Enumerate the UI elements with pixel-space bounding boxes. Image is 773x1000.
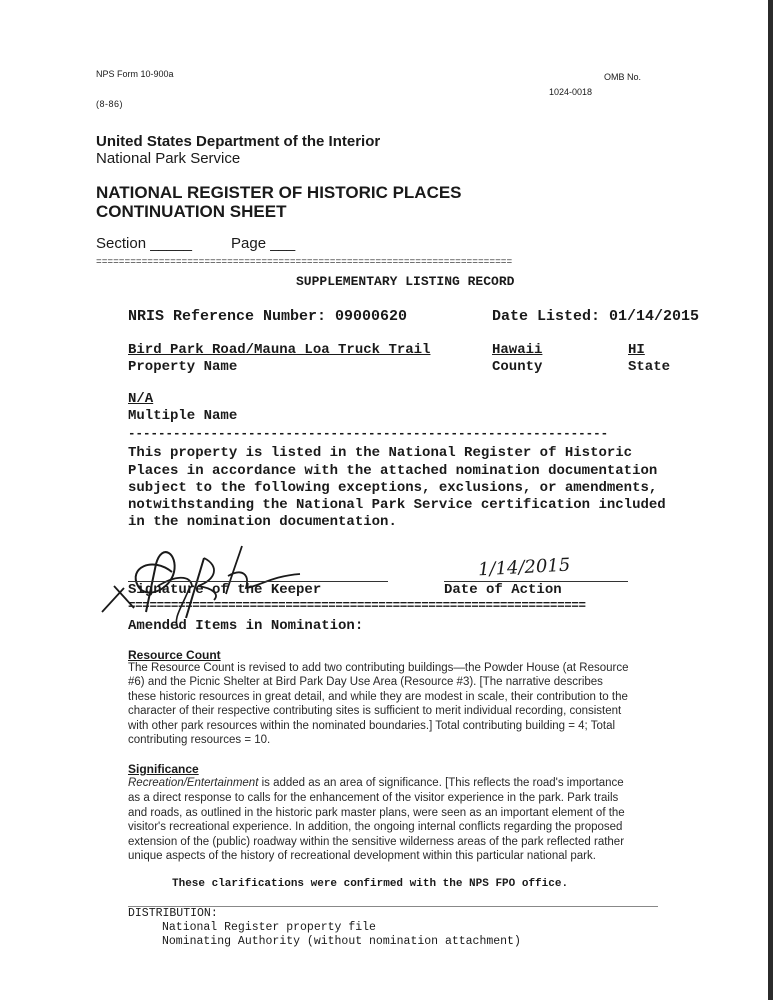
- omb-label: OMB No.: [604, 72, 642, 82]
- statement-line: This property is listed in the National Register of Historic: [128, 445, 633, 461]
- resource-count-line: #6) and the Picnic Shelter at Bird Park Day Use Area (Resource #3). [The narrative describes: [128, 676, 603, 688]
- county-label: County: [492, 359, 543, 375]
- form-revision: (8-86): [96, 99, 124, 109]
- resource-count-line: with other park resources within the nominated boundaries.] Total contributing building = 4; Total: [128, 720, 616, 732]
- section-field: Section _____: [96, 235, 192, 252]
- distribution-label: DISTRIBUTION:: [128, 907, 218, 920]
- resource-count-line: character of their respective contributing sites is sufficient to merit individual recording, consistent: [128, 705, 622, 717]
- distribution-item: National Register property file: [162, 921, 376, 934]
- county-value: Hawaii: [492, 342, 543, 358]
- resource-count-heading: Resource Count: [128, 648, 221, 662]
- resource-count-line: contributing resources = 10.: [128, 734, 271, 746]
- statement-line: Places in accordance with the attached nomination documentation: [128, 463, 658, 479]
- action-label: Date of Action: [444, 582, 562, 598]
- significance-line: [128, 776, 624, 791]
- statement-line: subject to the following exceptions, exclusions, or amendments,: [128, 480, 658, 496]
- date-listed: Date Listed: 01/14/2015: [492, 308, 700, 325]
- significance-heading: Significance: [128, 762, 199, 776]
- statement-line: in the nomination documentation.: [128, 514, 397, 530]
- area-of-significance: Recreation/Entertainment: [128, 777, 259, 789]
- state-label: State: [628, 359, 671, 375]
- significance-text: is added as an area of significance. [This reflects the road's importance: [258, 777, 624, 789]
- scan-edge: [768, 0, 773, 1000]
- page-field: Page ___: [231, 235, 296, 252]
- property-name-label: Property Name: [128, 359, 238, 375]
- significance-line: as a direct response to calls for the enhancement of the visitor experience in the park. Park trails: [128, 792, 619, 804]
- amended-rule: ================================================================: [128, 599, 586, 613]
- department-name: United States Department of the Interior: [96, 133, 381, 150]
- clarification-note: These clarifications were confirmed with the NPS FPO office.: [172, 878, 569, 890]
- property-name-value: Bird Park Road/Mauna Loa Truck Trail: [128, 342, 431, 358]
- keeper-label: Signature of the Keeper: [128, 582, 322, 598]
- page-subtitle: CONTINUATION SHEET: [96, 202, 287, 221]
- resource-count-line: these historic resources in great detail, and while they are modest in scale, their contribution to the: [128, 691, 628, 703]
- distribution-item: Nominating Authority (without nomination attachment): [162, 935, 521, 948]
- significance-line: and roads, as outlined in the historic park master plans, were seen as an important element of the: [128, 807, 625, 819]
- record-title: SUPPLEMENTARY LISTING RECORD: [296, 274, 515, 289]
- amended-label: Amended Items in Nomination:: [128, 618, 364, 634]
- service-name: National Park Service: [96, 150, 241, 167]
- omb-number: 1024-0018: [549, 87, 593, 97]
- page-title: NATIONAL REGISTER OF HISTORIC PLACES: [96, 183, 462, 202]
- form-number: NPS Form 10-900a: [96, 69, 174, 79]
- significance-line: visitor's recreational experience. In addition, the ongoing internal conflicts regarding the proposed: [128, 821, 623, 833]
- nris-reference: NRIS Reference Number: 09000620: [128, 308, 408, 325]
- multiple-name-label: Multiple Name: [128, 408, 238, 424]
- multiple-name-value: N/A: [128, 391, 154, 407]
- resource-count-line: The Resource Count is revised to add two contributing buildings—the Powder House (at Resource: [128, 662, 629, 674]
- dash-rule: ----------------------------------------------------------------: [128, 427, 609, 441]
- significance-line: extension of the (public) roadway within the sensitive wilderness areas of the park reflected rather: [128, 836, 625, 848]
- state-value: HI: [628, 342, 645, 358]
- double-rule: =========================================================================: [96, 256, 513, 267]
- statement-line: notwithstanding the National Park Service certification included: [128, 497, 666, 513]
- significance-line: unique aspects of the history of recreational development within this particular national park.: [128, 850, 596, 862]
- handwritten-date: 1/14/2015: [477, 554, 571, 581]
